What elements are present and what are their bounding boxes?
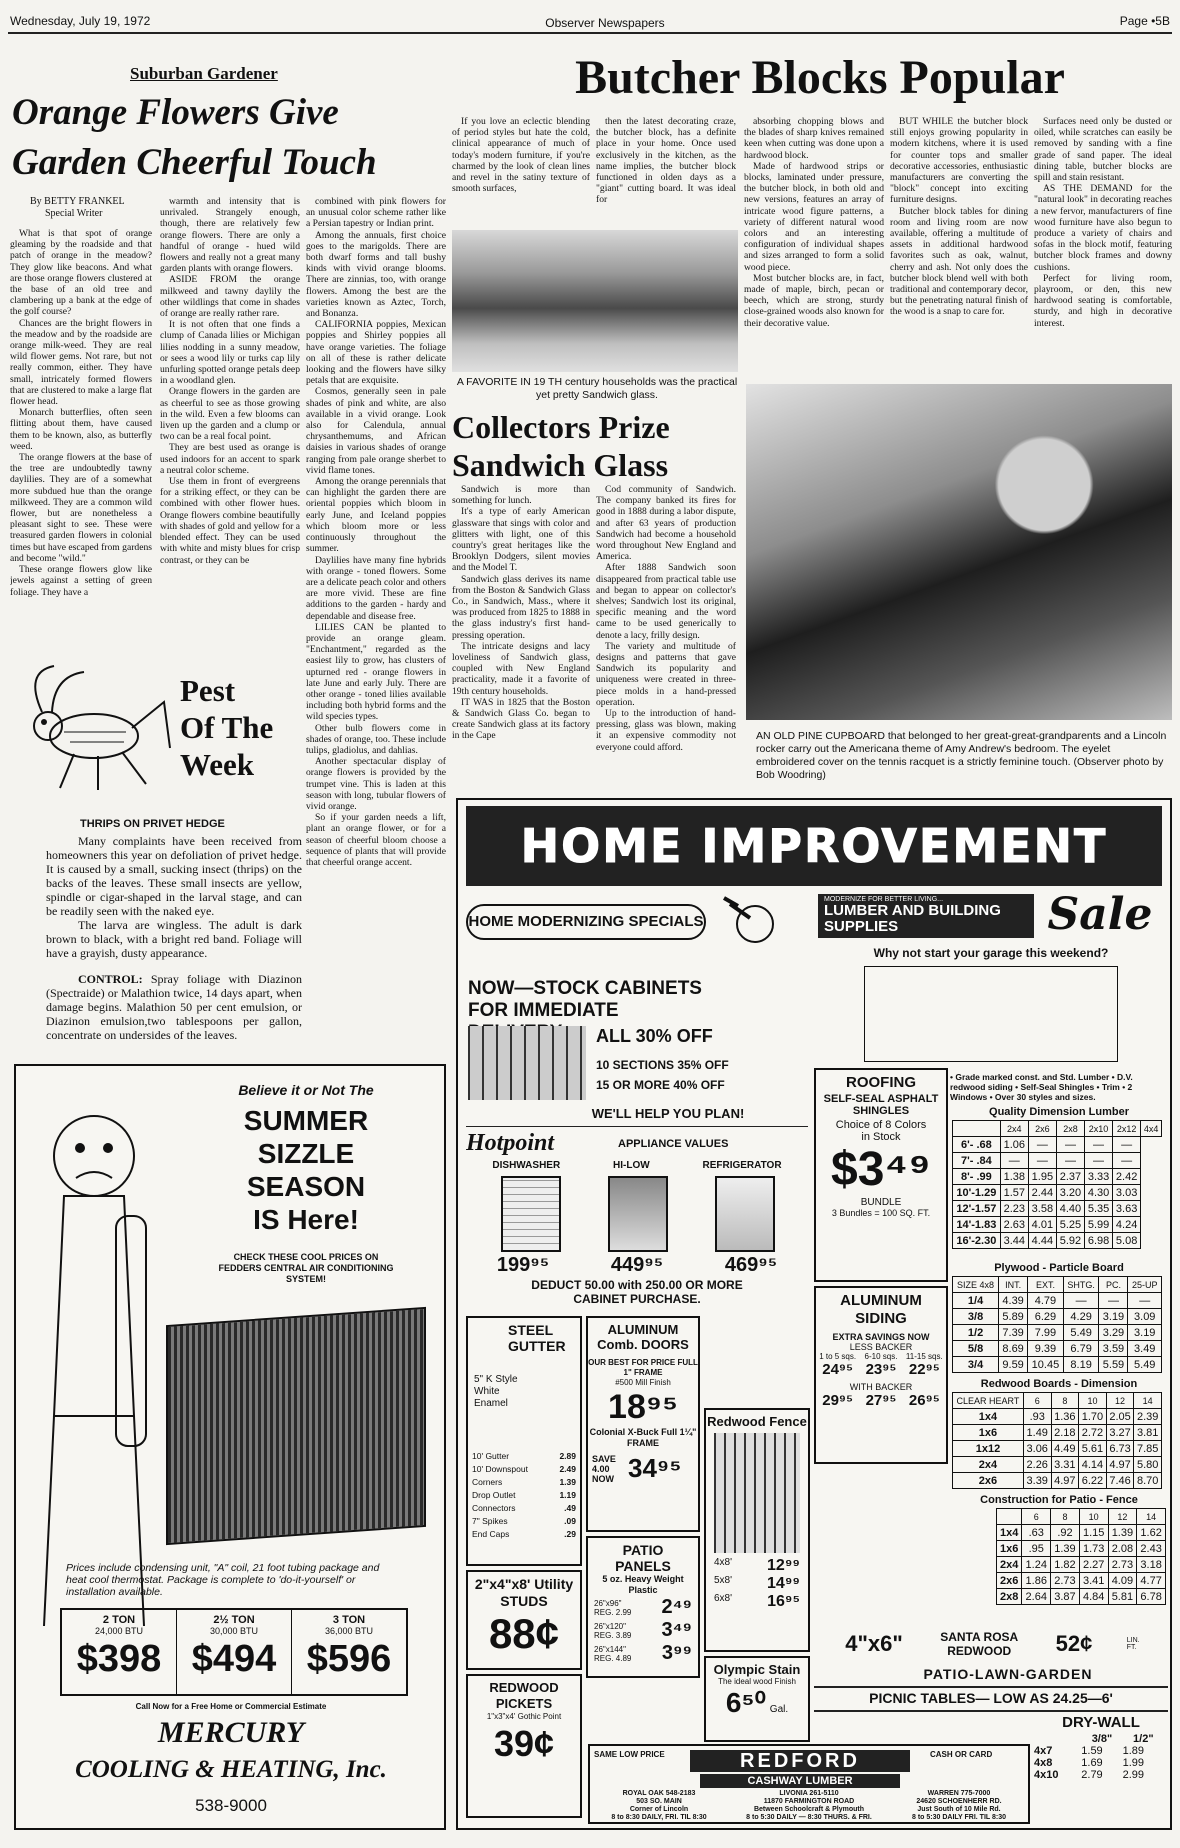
table-cell: 4.49 [1051,1441,1079,1457]
table-cell: — [1113,1137,1141,1153]
table-cell: 1.59 [1081,1745,1103,1757]
prices-note: Prices include condensing unit, "A" coil, 21 foot tubing package and heat cool thermostat. Package is complete to 'do-it-yourself' or installation available. [66,1562,380,1598]
table-row [997,1541,1166,1557]
table-cell: 6.22 [1079,1473,1107,1489]
store-livonia: LIVONIA 261-5110 11870 FARMINGTON ROAD Between Schoolcraft & Plymouth 8 to 5:30 DAILY — 8:30 THURS. & FRI. [746,1790,872,1821]
lumber-sale-header [814,892,1168,1068]
unit-2-5-ton: 2½ TON 30,000 BTU $494 [177,1610,292,1694]
table-header-cell [953,1121,1001,1137]
sandwich-col-2: Cod community of Sandwich. The company banked its fires for good in 1888 during a labor dispute, and after 63 years of production Sandwich had become a household word throughout New England and America. After 1888 Sandwich soon disappeared from practical table use and began to appear on collector's shelves; Sandwich lost its original, specific meaning and the word came to be used generically to denote a lacy, frilly design. The variety and multitude of designs and patterns that gave Sandwich its popularity and uniqueness were created in three-piece molds in a hand-pressed operation. Up to the introduction of hand-pressing, glass was blown, making it an expensive commodity not everyone could afford. [596,484,736,753]
table-row [953,1233,1162,1249]
table-cell: 2x6 [953,1473,1024,1489]
table-header-cell: 10 [1079,1393,1107,1409]
table-row [953,1341,1162,1357]
table-cell: — [1000,1153,1028,1169]
table-row [953,1137,1162,1153]
table-cell: 1.89 [1122,1745,1145,1757]
drywall-box: DRY-WALL 3/8" 1/2" 4x7 1.59 1.89 4x8 1.69 1.99 4x10 2.79 2.99 [1034,1714,1168,1824]
table-cell: 2.73 [1051,1573,1080,1589]
table-header-cell: EXT. [1028,1277,1064,1293]
dishwasher-image [501,1176,561,1252]
table-cell: — [1113,1153,1141,1169]
table-cell: 2.39 [1134,1409,1162,1425]
table-header-cell: INT. [999,1277,1028,1293]
table-cell: — [1128,1293,1162,1309]
table-cell: 2.27 [1079,1557,1108,1573]
table-cell: 4x8 [1034,1757,1053,1769]
table-cell: 5.25 [1056,1217,1084,1233]
table-cell: 4.29 [1063,1309,1099,1325]
table-cell: 3.20 [1056,1185,1084,1201]
olympic-stain-box: Olympic Stain The ideal wood Finish 6⁵⁰ Gal. [704,1656,810,1742]
table-cell: 3.33 [1085,1169,1113,1185]
table-cell: 2.43 [1137,1541,1166,1557]
table-row [953,1357,1162,1373]
stock-cabinets: NOW—STOCK CABINETS FOR IMMEDIATE [468,978,702,1021]
byline: By BETTY FRANKEL [30,196,125,207]
home-improvement-ad [456,798,1172,1830]
patio-fence-table: Construction for Patio - Fence 6 8 10 12 14 1x4 .63 .92 1.15 1.39 1.62 1x6 .95 1.39 1.73 2.08 2.43 2x4 1.24 1.82 2.27 2.73 3.18 2x6 1.86 2.73 3.41 4.09 4.77 2x8 2.64 3.87 4.84 5.81 6.78 [952,1494,1166,1605]
table-cell: 1.70 [1079,1409,1107,1425]
table-cell: 2x4 [953,1457,1024,1473]
table-cell: 4.84 [1079,1589,1108,1605]
butcher-col-4: BUT WHILE the butcher block still enjoys growing popularity in modern kitchens, where it is used for counter tops and smaller decorative accessories, enthusiastic manufacturers are converting the "block" concept into exciting furniture designs. Butcher block tables for dining room and living room are now available, offering a multitude of assets in additional hardwood favorites such as oak, walnut, cherry and ash. Not only does the butcher block blend well with both traditional and contemporary decor, but the penetrating natural finish of the wood is a snap to care for. [890,116,1028,318]
table-cell: 1.82 [1051,1557,1080,1573]
table-cell: — [1085,1153,1113,1169]
table-cell: 6.98 [1085,1233,1113,1249]
table-cell: 4x10 [1034,1769,1059,1781]
table-header-cell: 3/8" [1091,1733,1113,1745]
garage-features: • Grade marked const. and Std. Lumber • D.V. redwood siding • Self-Seal Shingles • Trim • 2 Windows • Over 30 styles and sizes. [950,1072,1133,1102]
table-cell: 10.45 [1028,1357,1064,1373]
appliance-prices: 199⁹⁵ 449⁹⁵ 469⁹⁵ [496,1254,778,1276]
table-cell: 1/2 [953,1325,999,1341]
table-header-cell: 2x10 [1085,1121,1113,1137]
garage-image [864,966,1118,1062]
table-cell: 5.08 [1113,1233,1141,1249]
table-cell: 1x6 [997,1541,1022,1557]
mercury-company: COOLING & HEATING, Inc. [75,1756,387,1783]
table-cell: 9.39 [1028,1341,1064,1357]
table-cell: 8'- .99 [953,1169,1001,1185]
fifteen-or-more-40: 15 OR MORE 40% OFF [596,1078,725,1092]
table-cell: 5.99 [1085,1217,1113,1233]
table-header-cell: 25-UP [1128,1277,1162,1293]
mercury-phone: 538-9000 [195,1796,267,1815]
redford-logo: REDFORD [690,1750,910,1772]
table-cell: 5.81 [1108,1589,1137,1605]
garden-col-2: warmth and intensity that is unrivaled. Strangely enough, though, there are relatively few orange flowers. There are only a handful of orange - hued wild flowers and really not a great many garden plants with orange flowers. ASIDE FROM the orange milkweed and tawny daylily the other wildlings that come in shades of orange are really rather rare. It is not often that one finds a clump of Canada lilies or Michigan lilies nodding in a sunny meadow, or sees a wood lily or turks cap lily unfurling spotted orange petals deep in a woodland glen. Orange flowers in the garden are as cheerful to see as those growing in the wild. Even a few blooms can liven up the garden and a clump or two can be a real focal point. They are best used as orange is used indoors for an accent to spark a neutral color scheme. Use them in front of evergreens for a striking effect, or they can be combined with other flower hues. Orange flowers combine beautifully with shades of gold and yellow for a blended effect. They can be used with white and misty blues for crisp contrast, or they can be [160,196,300,566]
table-row [953,1473,1162,1489]
table-header-cell: 8 [1051,1393,1079,1409]
table-cell: 1.24 [1022,1557,1051,1573]
table-cell: 1.15 [1079,1525,1108,1541]
table-cell: 4.09 [1108,1573,1137,1589]
gutter-box: STEEL GUTTER 5" K Style White Enamel 10' Gutter 2.89 10' Downspout 2.49 Corners 1.39 Drop Outlet 1.19 Connectors .49 7" Spikes .09 End Caps .29 [466,1316,582,1566]
table-cell: 1.62 [1137,1525,1166,1541]
table-cell: 3.27 [1106,1425,1134,1441]
table-header-cell: 6 [1022,1509,1051,1525]
table-cell: 1x4 [953,1409,1024,1425]
table-cell: 2.99 [1122,1769,1145,1781]
table-header-cell: 8 [1051,1509,1080,1525]
table-cell: 1.06 [1000,1137,1028,1153]
table-cell: — [1028,1137,1056,1153]
redford-box: SAME LOW PRICE CASH OR CARD REDFORD CASHWAY LUMBER ROYAL OAK 548-2183 503 SO. MAIN Corner of Lincoln 8 to 8:30 DAILY, FRI. TIL 8:30 LIVONIA 261-5110 11870 FARMINGTON ROAD Between Schoolcraft & Plymouth 8 to 5:30 DAILY — 8:30 THURS. & FRI. WARREN 775-7000 24620 SCHOENHERR RD. Just South of 10 Mile Rd. 8 to 5:30 DAILY FRI. TIL 8:30 [588,1744,1030,1824]
unit-2-ton: 2 TON 24,000 BTU $398 [62,1610,177,1694]
table-cell: — [1099,1293,1128,1309]
table-header-cell: 14 [1134,1393,1162,1409]
table-cell: 1x12 [953,1441,1024,1457]
table-header-cell: PC. [1099,1277,1128,1293]
table-cell: 4x7 [1034,1745,1053,1757]
table-cell: 5.92 [1056,1233,1084,1249]
table-header-cell: 2x8 [1056,1121,1084,1137]
pest-title: Pest Of The Week [180,673,274,782]
table-cell: 5.59 [1099,1357,1128,1373]
appliance-labels: DISHWASHER HI-LOW REFRIGERATOR [492,1160,782,1171]
table-row [953,1409,1162,1425]
table-cell: 12'-1.57 [953,1201,1001,1217]
table-cell: 4.79 [1028,1293,1064,1309]
table-header-cell [997,1509,1022,1525]
garden-col-3: combined with pink flowers for an unusual color scheme rather like a Persian tapestry or Indian print. Among the annuals, first choice goes to the marigolds. There are both dwarf forms and tall bushy kinds with vivid orange blooms. There are zinnias, too, with orange flowers. Among the best are the varieties known as Aztec, Torch, and Bonanza. CALIFORNIA poppies, Mexican poppies and Shirley poppies all have orange varieties. The foliage on all of these is rather delicate looking and the flowers have silky petals that are exquisite. Cosmos, generally seen in pale shades of pink and white, are also available in a vivid orange. Look also for Calendula, annual chrysanthemums, and African daisies in various shades of orange ranging from pale orange sherbet to vivid flame tones. Among the orange perennials that can highlight the garden there are oriental poppies which bloom in early June, and Iceland poppies which bloom more or less continuously throughout the summer. Daylilies have many fine hybrids with orange - toned flowers. Some are a delicate peach color and others are more vivid. These are fine additions to the garden - hardy and dependable and disease free. LILIES CAN be planted to provide an orange gleam. "Enchantment," regarded as the easiest lily to grow, has clusters of upturned red - orange flowers in late June and early July. There are other orange - toned lilies available including both hybrid forms and the wild species types. Other bulb flowers come in shades of orange, too. These include tulips, gladiolus, and dahlias. Another spectacular display of orange flowers is provided by the trumpet vine. This is laden at this season with long, tubular flowers of vivid orange. So if your garden needs a lift, plant an orange flower, or for a season of cheerful bloom choose a sequence of plants that will provide that cheerful orange accent. [306,196,446,868]
table-cell: 2.05 [1106,1409,1134,1425]
table-cell: 7.85 [1134,1441,1162,1457]
table-cell: .93 [1023,1409,1051,1425]
table-cell: 5.49 [1128,1357,1162,1373]
table-row [953,1201,1162,1217]
table-cell: — [1056,1137,1084,1153]
specials-badge: HOME MODERNIZING SPECIALS [466,904,706,940]
table-cell: 6.78 [1137,1589,1166,1605]
headline-line1: Orange Flowers Give [12,92,339,133]
table-cell: 1x4 [997,1525,1022,1541]
unit-price-table [60,1608,408,1696]
table-cell: 1.57 [1000,1185,1028,1201]
plywood-table: Plywood - Particle Board SIZE 4x8 INT. EXT. SHTG. PC. 25-UP 1/4 4.39 4.79 — — — 3/8 5.89 6.29 4.29 3.19 3.09 1/2 7.39 7.99 5.49 3.29 3.19 5/8 8.69 9.39 6.79 3.59 3.49 3/4 9.59 10.45 8.19 5.59 5.49 [952,1262,1166,1373]
cashway-lumber: CASHWAY LUMBER [700,1774,900,1788]
table-cell: 7.39 [999,1325,1028,1341]
table-cell: .95 [1022,1541,1051,1557]
table-row [953,1217,1162,1233]
refrigerator-image [715,1176,775,1252]
mercury-ad [14,1064,446,1830]
butcher-col-2: then the latest decorating craze, the butcher block, has a definite place in your home. Once used exclusively in the kitchen, as the name implies, the butcher block functioned in olden days as a "giant" cutting board. It was ideal for [596,116,736,206]
headline-line2: Garden Cheerful Touch [12,142,377,183]
hammer-man-icon [720,894,790,964]
table-row [1034,1769,1164,1781]
hotpoint-logo: Hotpoint [466,1130,555,1156]
table-cell: 3.59 [1099,1341,1128,1357]
table-header-cell: 2x4 [1000,1121,1028,1137]
table-row [997,1525,1166,1541]
table-cell: 3/4 [953,1357,999,1373]
table-header-cell: SHTG. [1063,1277,1099,1293]
table-cell: 3.19 [1128,1325,1162,1341]
table-header-cell: 14 [1137,1509,1166,1525]
appliance-values: APPLIANCE VALUES [618,1138,729,1150]
help-you-plan: WE'LL HELP YOU PLAN! [591,1106,745,1121]
butcher-col-3: absorbing chopping blows and the blades of sharp knives remained keen when cutting was done upon a hardwood block. Made of hardwood strips or blocks, laminated under pressure, the butcher block, in both old and new versions, features an array of intricate wood figure patterns, a variety of different natural wood colors and an interesting configuration of individual shapes and sizes arranged to form a solid wood piece. Most butcher blocks are, in fact, made of maple, birch, pecan or beech, which are strong, sturdy close-grained woods also known for their decorative value. [744,116,884,329]
table-cell: 3.19 [1099,1309,1128,1325]
table-cell: 5.61 [1079,1441,1107,1457]
table-cell: 4.40 [1056,1201,1084,1217]
deduct-text: DEDUCT 50.00 with 250.00 OR MORE CABINET PURCHASE. [531,1278,743,1306]
table-cell: 4.01 [1028,1217,1056,1233]
quality-lumber-table: Quality Dimension Lumber 2x4 2x6 2x8 2x10 2x12 4x4 6'- .68 1.06 — — — — 7'- .84 — — — — — 8'- .99 1.38 1.95 2.37 3.33 2.42 10'-1.29 1.57 2.44 3.20 4.30 3.03 12'-1.57 2.23 3.58 4.40 5.35 3.63 14'-1.83 2.63 4.01 5.25 5.99 4.24 16'-2.30 3.44 4.44 5.92 6.98 5.08 [952,1106,1166,1249]
patio-panels-box: PATIO PANELS 5 oz. Heavy Weight Plastic 26"x96" REG. 2.99 2⁴⁹ 26"x120" REG. 3.89 3⁴⁹ 26"x144" REG. 4.89 3⁹⁹ [586,1536,700,1678]
table-cell: 2x8 [997,1589,1022,1605]
check-prices-text: CHECK THESE COOL PRICES ON FEDDERS CENTRAL AIR CONDITIONING SYSTEM! [218,1252,394,1284]
mercury-name: MERCURY [157,1716,305,1749]
table-cell: 3.44 [1000,1233,1028,1249]
table-cell: 3.39 [1023,1473,1051,1489]
lumber-supplies-badge: MODERNIZE FOR BETTER LIVING... LUMBER AND BUILDING SUPPLIES [818,894,1034,938]
table-cell: 3.09 [1128,1309,1162,1325]
table-row [997,1589,1166,1605]
table-header-cell: 4x4 [1141,1121,1162,1137]
table-cell: 1.38 [1000,1169,1028,1185]
table-cell: 8.69 [999,1341,1028,1357]
table-cell: 3.49 [1128,1341,1162,1357]
table-cell: 1.95 [1028,1169,1056,1185]
table-cell: 4.24 [1113,1217,1141,1233]
ac-unit-image [166,1307,426,1545]
table-cell: 1.69 [1081,1757,1103,1769]
kicker: Suburban Gardener [130,64,278,83]
table-cell: 8.70 [1134,1473,1162,1489]
table-row [953,1325,1162,1341]
sandwich-glass-photo [452,230,738,372]
table-cell: 2.73 [1108,1557,1137,1573]
table-cell: 3/8 [953,1309,999,1325]
table-cell: 7.99 [1028,1325,1064,1341]
table-cell: 16'-2.30 [953,1233,1001,1249]
table-cell: 4.77 [1137,1573,1166,1589]
table-cell: 2.42 [1113,1169,1141,1185]
table-cell: 2.37 [1056,1169,1084,1185]
table-cell: 4.14 [1079,1457,1107,1473]
garden-col-1: What is that spot of orange gleaming by the roadside and that patch of orange in the meadow? They glow like beacons. And what are those orange flowers clustered at the base of an old tree and clambering up a bank at the edge of the golf course? Chances are the bright flowers in the meadow and by the roadside are orange milk-weed. They are real wild flower gems. Not rare, but not really common, either. They have small, intricately formed flowers that are clustered to make a large flat flower head. Monarch butterflies, often seen flitting about them, have caused them to be known, also, as butterfly weed. The orange flowers at the base of the tree are undoubtedly tawny daylilies. They are of a somewhat more subdued hue than the orange milkweed. They are a common wild flower, but are nonetheless a pleasant sight to see. These were treasured garden flowers in colonial times but have escaped from gardens and become "wild." These orange flowers glow like jewels against a setting of green foliage. They have a [10,228,152,598]
table-cell: 8.19 [1063,1357,1099,1373]
table-header-cell: 2x6 [1028,1121,1056,1137]
table-row [997,1557,1166,1573]
table-header-cell: SIZE 4x8 [953,1277,999,1293]
table-header-cell [1034,1733,1081,1745]
sandwich-col-1: Sandwich is more than something for lunch. It's a type of early American glassware that sings with color and glitters with light, one of this country's great heritages like the Brooklyn Dodgers, silent movies and the Model T. Sandwich glass derives its name from the Boston & Sandwich Glass Co., in Sandwich, Mass., where it was produced from 1825 to 1888 in the glass industry's first hand-pressing operation. The intricate designs and lacy loveliness of Sandwich glass, coupled with New England practicality, made it a favorite of 19th century households. IT WAS in 1825 that the Boston & Sandwich Glass Co. began to create Sandwich glass at its factory in the Cape [452,484,590,742]
appliance-images [478,1176,798,1252]
call-now-text: Call Now for a Free Home or Commercial Estimate [135,1702,327,1711]
range-image [608,1176,668,1252]
table-cell: 4.30 [1085,1185,1113,1201]
unit-3-ton: 3 TON 36,000 BTU $596 [306,1614,392,1680]
table-row [953,1293,1162,1309]
table-cell: .92 [1051,1525,1080,1541]
table-cell: 2.23 [1000,1201,1028,1217]
table-cell: 3.06 [1023,1441,1051,1457]
table-cell: .63 [1022,1525,1051,1541]
sale-script: Sale [1047,892,1153,940]
patio-lawn-garden: PATIO-LAWN-GARDEN [923,1666,1093,1682]
table-cell: 5.80 [1134,1457,1162,1473]
santa-rosa-redwood: 4"x6" SANTA ROSA REDWOOD 52¢ LIN. FT. [845,1630,1140,1658]
table-header-cell: CLEAR HEART [953,1393,1024,1409]
page-number: Page •5B [1119,14,1170,28]
table-cell: 3.29 [1099,1325,1128,1341]
table-cell: 2.26 [1023,1457,1051,1473]
table-cell: 2x6 [997,1573,1022,1589]
pickets-box: REDWOOD PICKETS 1"x3"x4' Gothic Point 39¢ [466,1674,582,1818]
table-cell: 1.39 [1051,1541,1080,1557]
table-cell: 2.63 [1000,1217,1028,1233]
table-header-cell: 12 [1108,1509,1137,1525]
table-cell: 5.89 [999,1309,1028,1325]
table-row [953,1441,1162,1457]
gutter-price-list: 10' Gutter 2.89 10' Downspout 2.49 Corners 1.39 Drop Outlet 1.19 Connectors .49 7" Spikes .09 End Caps .29 [472,1451,576,1539]
table-cell: 1.39 [1108,1525,1137,1541]
garage-question: Why not start your garage this weekend? [873,946,1109,960]
table-cell: 7'- .84 [953,1153,1001,1169]
table-cell: 3.87 [1051,1589,1080,1605]
table-cell: 3.18 [1137,1557,1166,1573]
table-cell: — [1063,1293,1099,1309]
fence-image [714,1433,800,1553]
table-cell: 4.97 [1106,1457,1134,1473]
store-royal-oak: ROYAL OAK 548-2183 503 SO. MAIN Corner of Lincoln 8 to 8:30 DAILY, FRI. TIL 8:30 [611,1790,707,1821]
store-warren: WARREN 775-7000 24620 SCHOENHERR RD. Just South of 10 Mile Rd. 8 to 5:30 DAILY FRI. TIL 8:30 [911,1790,1006,1821]
table-header-cell: 12 [1106,1393,1134,1409]
table-row [953,1153,1162,1169]
table-header-cell: 6 [1023,1393,1051,1409]
cupboard-photo [746,384,1172,720]
table-cell: 6.79 [1063,1341,1099,1357]
table-cell: 2.08 [1108,1541,1137,1557]
table-cell: 5.49 [1063,1325,1099,1341]
redwood-fence-box: Redwood Fence 4x8' 12⁹⁹ 5x8' 14⁹⁹ 6x8' 16⁹⁵ [704,1408,810,1652]
table-cell: 2.72 [1079,1425,1107,1441]
table-cell: 3.31 [1051,1457,1079,1473]
paper-name: Observer Newspapers [545,16,665,30]
table-cell: — [1056,1153,1084,1169]
table-cell: 3.58 [1028,1201,1056,1217]
pest-subhead: THRIPS ON PRIVET HEDGE [80,818,225,830]
studs-box: 2"x4"x8' Utility STUDS 88¢ [466,1570,582,1670]
table-cell: 6'- .68 [953,1137,1001,1153]
table-row [953,1309,1162,1325]
kitchen-illustration [468,1026,586,1100]
table-row [997,1573,1166,1589]
table-cell: 4.44 [1028,1233,1056,1249]
table-cell: 4.97 [1051,1473,1079,1489]
edition-date: Wednesday, July 19, 1972 [10,14,151,28]
table-cell: 3.81 [1134,1425,1162,1441]
sandwich-caption: A FAVORITE IN 19 TH century households was the practical yet pretty Sandwich glass. [456,376,738,401]
picnic-tables: PICNIC TABLES— LOW AS 24.25—6' [869,1690,1113,1706]
table-row [953,1425,1162,1441]
table-cell: 10'-1.29 [953,1185,1001,1201]
table-header-cell: 2x12 [1113,1121,1141,1137]
table-cell: 2x4 [997,1557,1022,1573]
table-cell: 2.79 [1081,1769,1103,1781]
redwood-table: Redwood Boards - Dimension CLEAR HEART 6 8 10 12 14 1x4 .93 1.36 1.70 2.05 2.39 1x6 1.49 2.18 2.72 3.27 3.81 1x12 3.06 4.49 5.61 6.73 7.85 2x4 2.26 3.31 4.14 4.97 5.80 2x6 3.39 4.97 6.22 7.46 8.70 [952,1378,1166,1489]
table-cell: 1x6 [953,1425,1024,1441]
ten-sections-35: 10 SECTIONS 35% OFF [596,1058,729,1072]
table-cell: 1.86 [1022,1573,1051,1589]
table-cell: 6.73 [1106,1441,1134,1457]
table-cell: 4.39 [999,1293,1028,1309]
table-header-cell: 10 [1079,1509,1108,1525]
table-cell: — [1085,1137,1113,1153]
table-cell: 3.63 [1113,1201,1141,1217]
believe-line: Believe it or Not The [238,1082,374,1098]
table-cell: 9.59 [999,1357,1028,1373]
table-row [953,1185,1162,1201]
table-cell: 2.18 [1051,1425,1079,1441]
sandwich-headline: Collectors Prize Sandwich Glass [452,409,670,483]
butcher-col-1: If you love an eclectic blending of period styles but hate the cold, clinical appearance of much of today's modern furniture, if you're charmed by the look of clean lines and revel in the satiny texture of smooth surfaces, [452,116,590,195]
table-row [1034,1757,1164,1769]
table-cell: 1/4 [953,1293,999,1309]
table-cell: 3.03 [1113,1185,1141,1201]
doors-box: ALUMINUM Comb. DOORS OUR BEST FOR PRICE FULL 1" FRAME #500 Mill Finish 18⁹⁵ Colonial X-Buck Full 1¼" FRAME SAVE 4.00 NOW 34⁹⁵ [586,1316,700,1532]
table-row [953,1169,1162,1185]
byline-role: Special Writer [45,208,103,219]
table-cell: 1.49 [1023,1425,1051,1441]
table-cell: 5/8 [953,1341,999,1357]
roofing-box: ROOFING SELF-SEAL ASPHALT SHINGLES Choice of 8 Colors in Stock $3⁴⁹ BUNDLE 3 Bundles = 100 SQ. FT. [814,1068,948,1282]
pest-body: Many complaints have been received from homeowners this year on defoliation of privet hedge. It is caused by a small, sucking insect (thrips) on the backs of the leaves. These small insects are yellow, spindle or cigar-shaped in the larval stage, and can be readily seen with the naked eye. The larva are wingless. The adult is dark brown to black, with a bright red band. Foliage will have a grayish, dusty appearance. CONTROL: Spray foliage with Diazinon (Spectraide) or Malathion twice, 14 days apart, when damage begins. Malathion 50 per cent emulsion, or Diazinon emulsion,two tablespoons per gallon, concentrate on undersides of the leaves. [46,834,302,1042]
table-cell: 2.64 [1022,1589,1051,1605]
all-30-off: ALL 30% OFF [596,1026,713,1046]
home-improvement-banner: HOME IMPROVEMENT [466,806,1162,886]
table-cell: 1.99 [1122,1757,1145,1769]
cupboard-caption: AN OLD PINE CUPBOARD that belonged to her great-great-grandparents and a Lincoln rocker carry out the Americana theme of Amy Andrew's bedroom. The eyelet embroidered cover on the tennis racquet is a strictly feminine touch. (Observer photo by Bob Woodring) [756,730,1167,781]
table-cell: 1.36 [1051,1409,1079,1425]
table-row [953,1457,1162,1473]
store-locations [594,1790,1024,1822]
table-cell: 2.44 [1028,1185,1056,1201]
table-cell: 3.41 [1079,1573,1108,1589]
butcher-headline: Butcher Blocks Popular [575,51,1065,104]
table-cell: — [1028,1153,1056,1169]
summer-sizzle-headline: SUMMER SIZZLE SEASON IS Here! [243,1105,369,1235]
table-cell: 7.46 [1106,1473,1134,1489]
siding-box: ALUMINUM SIDING EXTRA SAVINGS NOW LESS BACKER 1 to 5 sqs. 6-10 sqs. 11-15 sqs. 24⁹⁵ 23⁹⁵ 22⁹⁵ WITH BACKER 29⁹⁵ 27⁹⁵ 26⁹⁵ [814,1286,948,1464]
table-cell: 14'-1.83 [953,1217,1001,1233]
table-row [1034,1745,1164,1757]
table-cell: 6.29 [1028,1309,1064,1325]
table-cell: 1.73 [1079,1541,1108,1557]
butcher-col-5: Surfaces need only be dusted or oiled, while scratches can easily be removed by sanding with a fine grade of sand paper. The ideal dining table, butcher blocks are spill and stain resistant. AS THE DEMAND for the "natural look" in decorating reaches a new fervor, manufacturers of fine wood furniture have also begun to produce a variety of chairs and sofas in the block motif, featuring butcher block frames and downy cushions. Perfect for living room, playroom, or den, this new hardwood seating is comfortable, sturdy, and high in decorative interest. [1034,116,1172,329]
cricket-illustration [14,662,174,798]
table-cell: 5.35 [1085,1201,1113,1217]
table-header-cell: 1/2" [1133,1733,1154,1745]
